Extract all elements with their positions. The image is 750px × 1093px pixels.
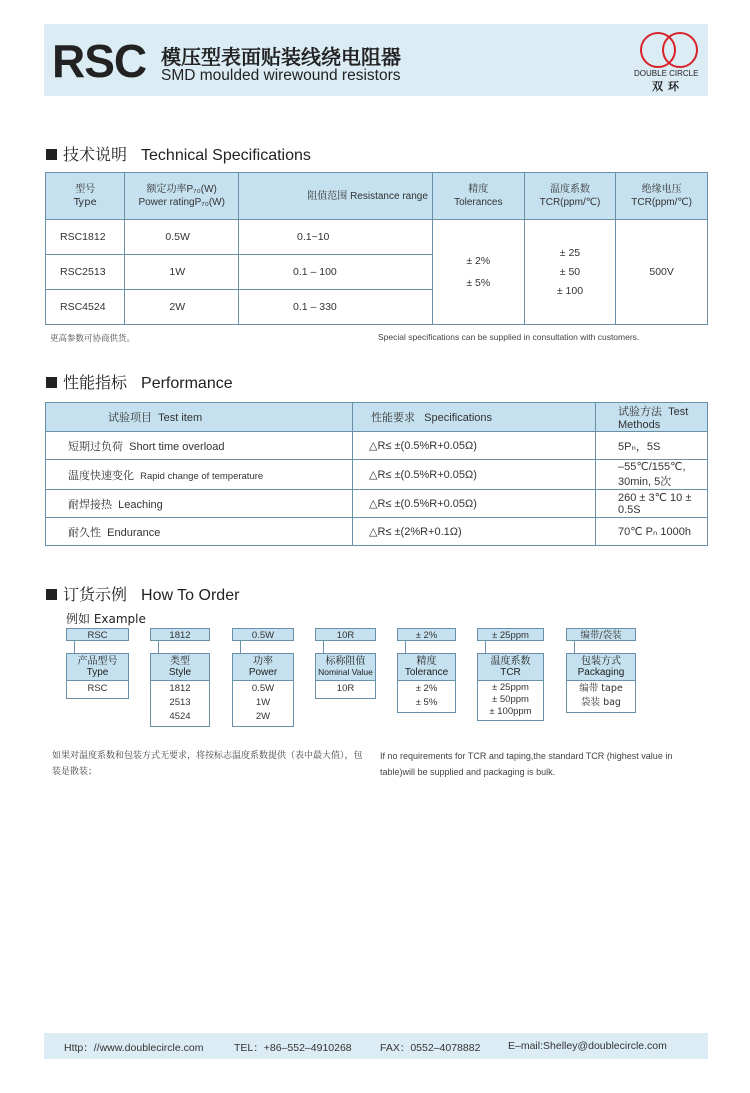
order-values-box: ± 2% ± 5% [397,681,456,713]
spec-range-cell: 0.1~10 [238,220,432,255]
table-row [46,490,708,518]
performance-table [45,402,708,546]
spec-header-row [46,173,708,220]
perf-item-cell: 耐焊接热 Leaching [46,490,353,518]
perf-header-method: 试验方法 Test Methods [596,403,708,432]
order-label-box: 功率 Power [232,653,294,681]
order-values-box: ± 25ppm ± 50ppm ± 100ppm [477,681,544,721]
perf-spec-cell: △R≤ ±(0.5%R+0.05Ω) [353,460,596,490]
perf-method-cell: 260 ± 3℃ 10 ± 0.5S [596,490,708,518]
order-values-box: 0.5W 1W 2W [232,681,294,727]
spec-header-tcr: 温度系数 TCR(ppm/℃) [524,173,616,220]
spec-header-power: 额定功率P₇₀(W) Power ratingP₇₀(W) [125,173,239,220]
perf-spec-cell: △R≤ ±(0.5%R+0.05Ω) [353,432,596,460]
square-bullet-icon [46,149,57,160]
order-values-box: RSC [66,681,129,699]
square-bullet-icon [46,377,57,388]
perf-section-title: 性能指标 Performance [46,370,233,393]
order-column-tolerance [397,628,456,713]
connector-line [405,641,406,653]
logo-text-cn: 双环 [652,80,684,93]
order-code-box: 1812 [150,628,210,641]
order-note-cn: 如果对温度系数和包装方式无要求，将按标志温度系数提供（表中最大值），包装是散装； [52,751,363,777]
connector-line [574,641,575,653]
spec-range-cell: 0.1 – 100 [238,255,432,290]
spec-tolerance-cell: ± 2% ± 5% [432,220,524,325]
spec-power-cell: 1W [125,255,239,290]
spec-type-cell: RSC4524 [46,290,125,325]
perf-item-cell: 耐久性 Endurance [46,518,353,546]
model-code: RSC [52,35,147,87]
connector-line [74,641,75,653]
spec-type-cell: RSC2513 [46,255,125,290]
perf-method-cell: 5Pₙ，5S [596,432,708,460]
order-label-box: 精度 Tolerance [397,653,456,681]
table-row [46,220,708,255]
order-column-style [150,628,210,727]
order-code-box: ± 25ppm [477,628,544,641]
table-row [46,518,708,546]
table-row [46,432,708,460]
order-label-box: 温度系数 TCR [477,653,544,681]
spec-header-voltage: 绝缘电压 TCR(ppm/℃) [616,173,708,220]
spec-power-cell: 0.5W [125,220,239,255]
product-title-en: SMD moulded wirewound resistors [161,67,401,84]
table-row [46,460,708,490]
spec-voltage-cell: 500V [616,220,708,325]
spec-range-cell: 0.1 – 330 [238,290,432,325]
perf-spec-cell: △R≤ ±(0.5%R+0.05Ω) [353,490,596,518]
perf-item-cell: 短期过负荷 Short time overload [46,432,353,460]
order-code-box: RSC [66,628,129,641]
spec-table [45,172,708,325]
square-bullet-icon [46,589,57,600]
product-title-cn: 模压型表面贴装线绕电阻器 [161,45,401,69]
order-label-box: 产品型号 Type [66,653,129,681]
spec-note-cn: 更高参数可协商供货。 [50,334,136,344]
footer-email: E–mail:Shelley@doublecircle.com [508,1040,667,1052]
footer-website: Http：//www.doublecircle.com [64,1042,204,1054]
footer-telephone: TEL：+86–552–4910268 [234,1042,352,1054]
perf-method-cell: 70℃ Pₙ 1000h [596,518,708,546]
perf-header-item: 试验项目 Test item [46,403,353,432]
order-code-box: 0.5W [232,628,294,641]
order-code-box: 10R [315,628,376,641]
order-column-packaging [566,628,636,713]
order-code-box: ± 2% [397,628,456,641]
order-values-box: 10R [315,681,376,699]
order-code-box: 编带/袋装 [566,628,636,641]
perf-header-row [46,403,708,432]
connector-line [240,641,241,653]
logo-text-en: DOUBLE CIRCLE [634,69,699,78]
spec-tcr-cell: ± 25 ± 50 ± 100 [524,220,616,325]
perf-method-cell: –55℃/155℃, 30min, 5次 [596,460,708,490]
spec-section-title: 技术说明 Technical Specifications [46,142,311,165]
double-circle-logo-icon [640,32,698,66]
order-example-label: 例如 Example [66,612,146,626]
order-column-power [232,628,294,727]
connector-line [323,641,324,653]
spec-power-cell: 2W [125,290,239,325]
order-values-box: 编带 tape 袋装 bag [566,681,636,713]
spec-header-tolerance: 精度 Tolerances [432,173,524,220]
perf-header-spec: 性能要求 Specifications [353,403,596,432]
order-column-nominal-value [315,628,376,699]
order-note-en: If no requirements for TCR and taping,the standard TCR (highest value in table)will be supplied and packaging is bulk. [380,751,673,777]
order-label-box: 包装方式 Packaging [566,653,636,681]
contact-footer [44,1033,708,1059]
perf-spec-cell: △R≤ ±(2%R+0.1Ω) [353,518,596,546]
order-section-title: 订货示例 How To Order [46,582,239,605]
spec-header-type: 型号 Type [46,173,125,220]
spec-note-en: Special specifications can be supplied in consultation with customers. [378,332,640,342]
connector-line [485,641,486,653]
order-label-box: 标称阻值 Nominal Value [315,653,376,681]
order-column-type [66,628,129,699]
order-column-tcr [477,628,544,721]
order-values-box: 1812 2513 4524 [150,681,210,727]
order-label-box: 类型 Style [150,653,210,681]
footer-fax: FAX：0552–4078882 [380,1042,481,1054]
header-banner [44,24,708,96]
connector-line [158,641,159,653]
perf-item-cell: 温度快速变化 Rapid change of temperature [46,460,353,490]
spec-header-range: 阻值范围 Resistance range [238,173,432,220]
spec-type-cell: RSC1812 [46,220,125,255]
